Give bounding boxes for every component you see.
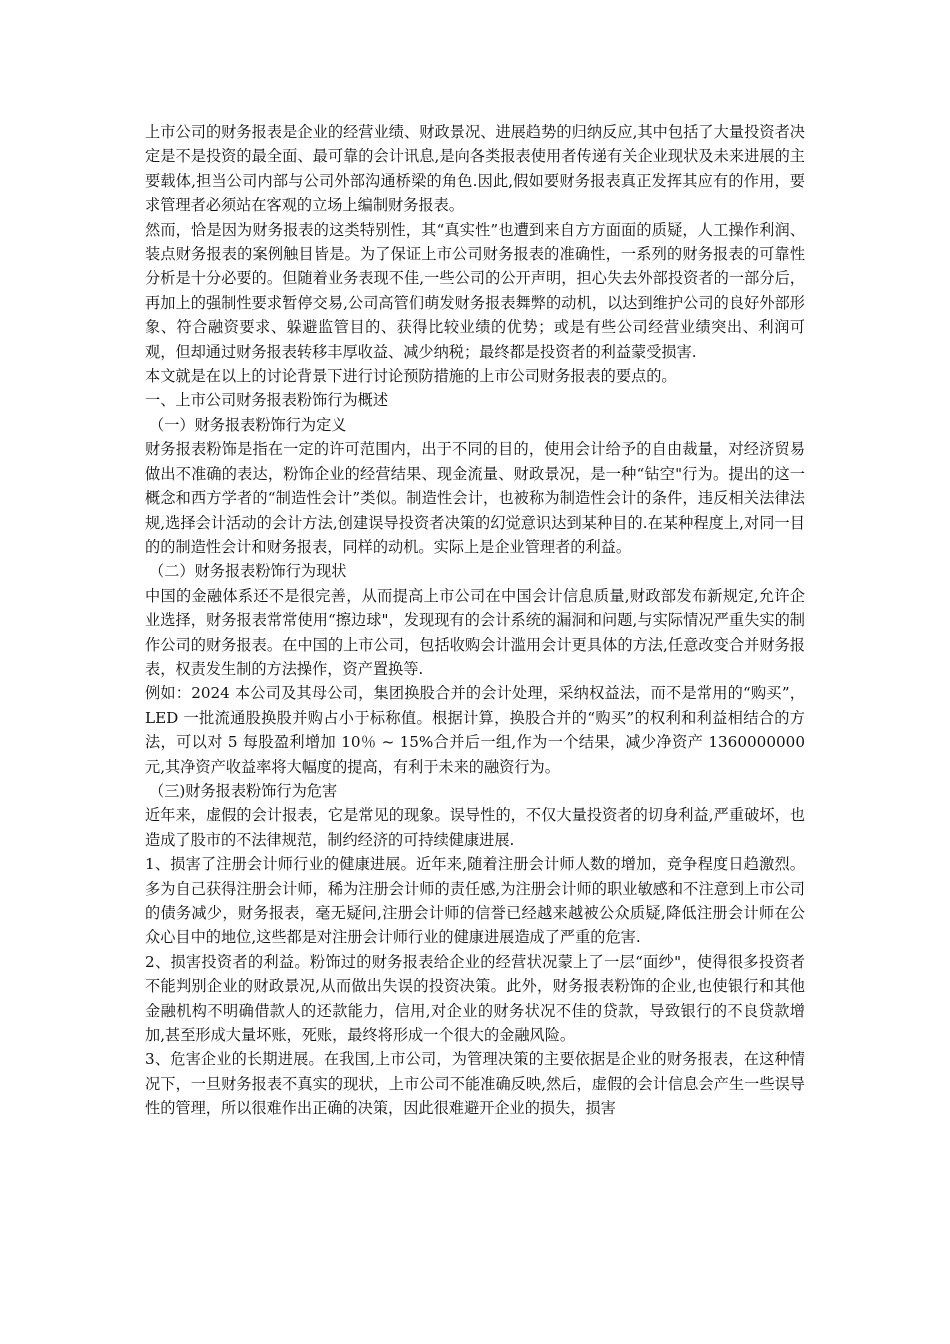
subsection-heading-1: （一）财务报表粉饰行为定义 xyxy=(149,415,347,434)
subsection-heading-3: （三)财务报表粉饰行为危害 xyxy=(149,781,338,800)
harm-intro-paragraph: 近年来，虚假的会计报表，它是常见的现象。误导性的，不仅大量投资者的切身利益,严重破坏，也造成了股市的不法律规范，制约经济的可持续健康进展. xyxy=(145,806,805,849)
intro-paragraph-1: 上市公司的财务报表是企业的经营业绩、财政景况、进展趋势的归纳反应,其中包括了大量投资者决定是不是投资的最全面、最可靠的会计讯息,是向各类报表使用者传递有关企业现状及未来进展的主要载体,担当公司内部与公司外部沟通桥梁的角色.因此,假如要财务报表真正发挥其应有的作用，要求管理者必须站在客观的立场上编制财务报表。 xyxy=(145,123,805,215)
intro-paragraph-2: 然而，恰是因为财务报表的这类特别性，其“真实性”也遭到来自方方面面的质疑，人工操作利润、装点财务报表的案例触目皆是。为了保证上市公司财务报表的准确性，一系列的财务报表的可靠性分析是十分必要的。但随着业务表现不佳,一些公司的公开声明，担心失去外部投资者的一部分后，再加上的强制性要求暂停交易,公司高管们萌发财务报表舞弊的动机，以达到维护公司的良好外部形象、符合融资要求、躲避监管目的、获得比较业绩的优势；或是有些公司经营业绩突出、利润可观，但却通过财务报表转移丰厚收益、减少纳税；最终都是投资者的利益蒙受损害. xyxy=(145,220,805,361)
status-paragraph: 中国的金融体系还不是很完善，从而提高上市公司在中国会计信息质量,财政部发布新规定,允许企业选择，财务报表常常使用“擦边球"，发现现有的会计系统的漏洞和问题,与实际情况严重失实的制作公司的财务报表。在中国的上市公司，包括收购会计滥用会计更具体的方法,任意改变合并财务报表，权责发生制的方法操作，资产置换等. xyxy=(145,586,805,678)
harm-item-3: 3、危害企业的长期进展。在我国,上市公司，为管理决策的主要依据是企业的财务报表，在这种情况下，一旦财务报表不真实的现状，上市公司不能准确反映,然后，虚假的会计信息会产生一些误导性的管理，所以很难作出正确的决策，因此很难避开企业的损失，损害 xyxy=(145,1050,805,1118)
subsection-heading-2: （二）财务报表粉饰行为现状 xyxy=(149,562,347,581)
intro-paragraph-3: 本文就是在以上的讨论背景下进行讨论预防措施的上市公司财务报表的要点的。 xyxy=(145,367,677,386)
definition-paragraph: 财务报表粉饰是指在一定的许可范围内，出于不同的目的，使用会计给予的自由裁量，对经济贸易做出不准确的表达，粉饰企业的经营结果、现金流量、财政景况，是一种“钻空"行为。提出的这一概念和西方学者的“制造性会计”类似。制造性会计，也被称为制造性会计的条件，违反相关法律法规,选择会计活动的会计方法,创建误导投资者决策的幻觉意识达到某种目的.在某种程度上,对同一目的的制造性会计和财务报表，同样的动机。实际上是企业管理者的利益。 xyxy=(145,440,805,556)
harm-item-2: 2、损害投资者的利益。粉饰过的财务报表给企业的经营状况蒙上了一层“面纱"，使得很多投资者不能判别企业的财政景况,从而做出失误的投资决策。此外，财务报表粉饰的企业,也使银行和其他金融机构不明确借款人的还款能力，信用,对企业的财务状况不佳的贷款，导致银行的不良贷款增加,甚至形成大量坏账，死账，最终将形成一个很大的金融风险。 xyxy=(145,952,805,1045)
document-page xyxy=(145,120,805,1121)
section-heading-1: 一、上市公司财务报表粉饰行为概述 xyxy=(145,391,388,410)
example-paragraph: 例如：2024 本公司及其母公司，集团换股合并的会计处理，采纳权益法，而不是常用的“购买”，LED 一批流通股换股并购占小于标称值。根据计算，换股合并的“购买”的权利和利益相结合的方法，可以对 5 每股盈利增加 10％ ~ 15%合并后一组,作为一个结果，减少净资产 1360000000 元,其净资产收益率将大幅度的提高，有利于未来的融资行为。 xyxy=(145,684,805,776)
harm-item-1: 1、损害了注册会计师行业的健康进展。近年来,随着注册会计师人数的增加，竞争程度日趋激烈。多为自己获得注册会计师，稀为注册会计师的责任感,为注册会计师的职业敏感和不注意到上市公司的债务减少，财务报表，毫无疑问,注册会计师的信誉已经越来越被公众质疑,降低注册会计师在公众心目中的地位,这些都是对注册会计师行业的健康进展造成了严重的危害. xyxy=(145,855,805,947)
